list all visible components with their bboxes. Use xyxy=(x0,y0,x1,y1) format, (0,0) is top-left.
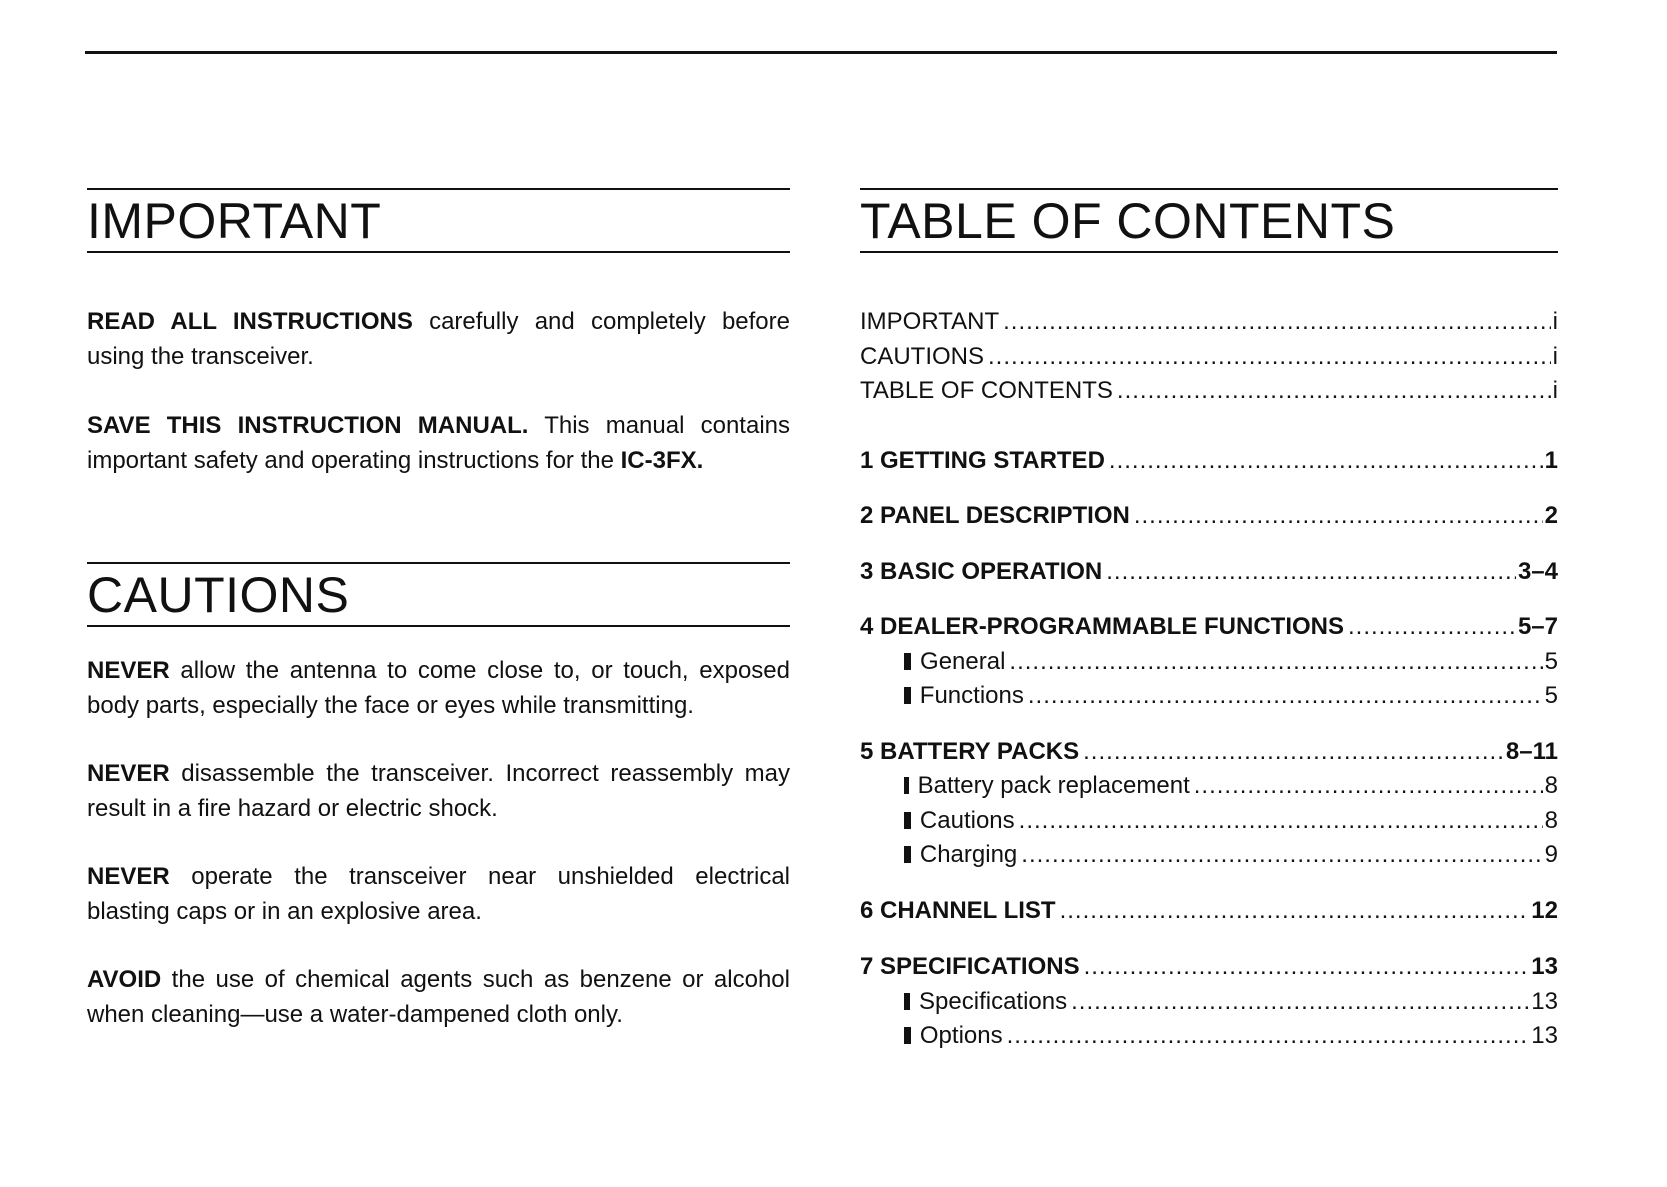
toc-label: 5 BATTERY PACKS xyxy=(860,737,1080,765)
left-column xyxy=(87,188,790,1032)
toc-page: 8 xyxy=(1544,772,1558,799)
toc-page: 13 xyxy=(1531,1022,1558,1049)
toc-page: 3–4 xyxy=(1517,557,1558,585)
important-heading: IMPORTANT xyxy=(87,188,790,253)
square-bullet-icon xyxy=(904,687,911,704)
toc-label: General xyxy=(920,647,1006,675)
toc-label: Cautions xyxy=(919,806,1015,834)
toc-section-basic-operation[interactable] xyxy=(860,555,1558,590)
paragraph-lead: NEVER xyxy=(87,657,170,684)
toc-label: 6 CHANNEL LIST xyxy=(860,896,1056,924)
important-paragraph xyxy=(87,305,790,374)
toc-leader xyxy=(1028,679,1543,714)
toc-label: Charging xyxy=(919,841,1018,868)
toc-page: 2 xyxy=(1544,502,1558,529)
toc-leader xyxy=(1021,838,1542,873)
paragraph-lead: NEVER xyxy=(87,863,170,890)
caution-paragraph xyxy=(87,860,790,929)
important-paragraphs xyxy=(87,305,790,478)
page-top-rule xyxy=(85,51,1557,54)
toc-subentry-options[interactable] xyxy=(860,1019,1558,1054)
toc-leader xyxy=(1071,985,1529,1020)
square-bullet-icon xyxy=(904,846,911,863)
paragraph-text: This manual contains important safety and operating instructions for the xyxy=(87,412,790,474)
toc-page: 13 xyxy=(1531,953,1558,980)
toc-page: 13 xyxy=(1531,987,1558,1015)
toc-label: 2 PANEL DESCRIPTION xyxy=(860,502,1130,529)
paragraph-lead: AVOID xyxy=(87,966,162,993)
toc-leader xyxy=(1009,645,1542,680)
toc-page: i xyxy=(1552,342,1558,370)
toc-page: 8–11 xyxy=(1505,737,1558,765)
toc-label: 4 DEALER-PROGRAMMABLE FUNCTIONS xyxy=(860,613,1344,640)
toc-page: 12 xyxy=(1531,896,1558,924)
toc-label: IMPORTANT xyxy=(860,308,1000,335)
toc-leader xyxy=(1348,610,1516,645)
toc-label: Specifications xyxy=(919,987,1068,1015)
toc-label: Battery pack replacement xyxy=(917,772,1190,799)
toc-leader xyxy=(1194,769,1543,804)
paragraph-lead: SAVE THIS INSTRUCTION MANUAL. xyxy=(87,412,529,439)
caution-paragraph xyxy=(87,654,790,723)
paragraph-text: disassemble the transceiver. Incorrect reassembly may result in a fire hazard or electric shock. xyxy=(87,760,790,822)
toc-page: 5 xyxy=(1544,682,1558,709)
toc-page: i xyxy=(1552,377,1558,404)
toc-label: 1 GETTING STARTED xyxy=(860,446,1105,474)
toc-leader xyxy=(1117,374,1551,409)
paragraph-lead: READ ALL INSTRUCTIONS xyxy=(87,308,413,335)
paragraph-text: allow the antenna to come close to, or touch, exposed body parts, especially the face or eyes while transmitting. xyxy=(87,657,790,719)
toc-leader xyxy=(1007,1019,1530,1054)
toc-label: 7 SPECIFICATIONS xyxy=(860,953,1080,980)
toc-subentry-battery-replacement[interactable] xyxy=(860,769,1558,804)
cautions-paragraphs xyxy=(87,654,790,1032)
model-name: IC-3FX xyxy=(620,446,697,474)
toc-section-channel-list[interactable] xyxy=(860,894,1558,929)
toc-page: 9 xyxy=(1544,841,1558,868)
toc-section-specifications[interactable] xyxy=(860,950,1558,985)
square-bullet-icon xyxy=(904,1027,911,1044)
toc-leader xyxy=(1106,555,1516,590)
square-bullet-icon xyxy=(904,993,910,1010)
toc-page: 5–7 xyxy=(1517,613,1558,640)
toc-leader xyxy=(1060,894,1530,929)
toc-subentry-charging[interactable] xyxy=(860,838,1558,873)
caution-paragraph xyxy=(87,757,790,826)
toc-leader xyxy=(1109,444,1543,479)
toc-label: CAUTIONS xyxy=(860,342,985,370)
toc-heading: TABLE OF CONTENTS xyxy=(860,188,1558,253)
toc-entry-important[interactable] xyxy=(860,305,1558,340)
toc-section-getting-started[interactable] xyxy=(860,444,1558,479)
toc-leader xyxy=(1003,305,1551,340)
right-column xyxy=(860,188,1558,1054)
toc-subentry-general[interactable] xyxy=(860,645,1558,680)
toc-section-panel-description[interactable] xyxy=(860,499,1558,534)
toc-leader xyxy=(1019,804,1543,839)
square-bullet-icon xyxy=(904,777,909,794)
cautions-section xyxy=(87,562,790,1032)
square-bullet-icon xyxy=(904,812,911,829)
table-of-contents xyxy=(860,305,1558,1054)
toc-section-dealer-programmable[interactable] xyxy=(860,610,1558,645)
toc-subentry-specifications[interactable] xyxy=(860,985,1558,1020)
toc-page: i xyxy=(1552,308,1558,335)
toc-leader xyxy=(1134,499,1543,534)
paragraph-text: the use of chemical agents such as benzene or alcohol when cleaning—use a water-dampened cloth only. xyxy=(87,966,790,1028)
paragraph-text: carefully and completely before using the transceiver. xyxy=(87,308,790,370)
paragraph-tail: . xyxy=(696,446,704,474)
toc-page: 5 xyxy=(1544,647,1558,675)
toc-leader xyxy=(1083,735,1504,770)
toc-page: 1 xyxy=(1544,446,1558,474)
toc-label: Functions xyxy=(919,682,1024,709)
toc-label: TABLE OF CONTENTS xyxy=(860,377,1113,404)
toc-subentry-functions[interactable] xyxy=(860,679,1558,714)
toc-page: 8 xyxy=(1544,806,1558,834)
toc-leader xyxy=(988,340,1551,375)
toc-entry-table-of-contents[interactable] xyxy=(860,374,1558,409)
toc-label: 3 BASIC OPERATION xyxy=(860,557,1103,585)
toc-subentry-cautions[interactable] xyxy=(860,804,1558,839)
caution-paragraph xyxy=(87,963,790,1032)
paragraph-lead: NEVER xyxy=(87,760,170,787)
toc-section-battery-packs[interactable] xyxy=(860,735,1558,770)
toc-leader xyxy=(1084,950,1530,985)
cautions-heading: CAUTIONS xyxy=(87,562,790,627)
paragraph-text: operate the transceiver near unshielded electrical blasting caps or in an explosive area. xyxy=(87,863,790,925)
important-paragraph xyxy=(87,409,790,478)
toc-entry-cautions[interactable] xyxy=(860,340,1558,375)
square-bullet-icon xyxy=(904,653,911,670)
toc-label: Options xyxy=(919,1022,1003,1049)
